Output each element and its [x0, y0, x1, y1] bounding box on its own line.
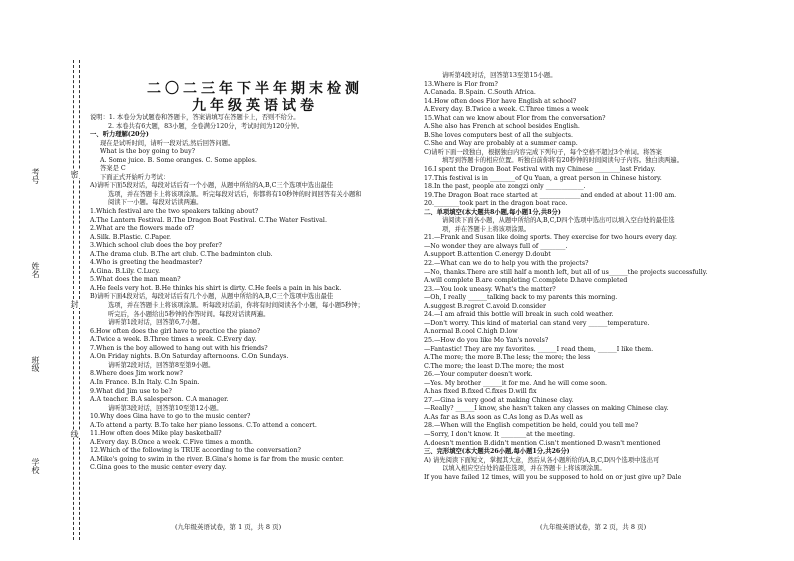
- text-line: —No wonder they are always full of ________.: [424, 242, 568, 250]
- text-line: —Yes. My brother ______it for me. And he will come soon.: [424, 379, 608, 387]
- text-line: 27.—Gina is very good at making Chinese clay.: [424, 396, 574, 404]
- text-line: A.Every day. B.Once a week. C.Five times a month.: [90, 438, 253, 446]
- text-line: A.Mike's going to swim in the river. B.Gina's home is far from the music center.: [90, 455, 344, 463]
- text-line: 二、单项填空(本大题共8小题,每小题1分,共8分): [424, 208, 561, 216]
- text-line: A.doesn't mention B.didn't mention C.isn't mentioned D.wasn't mentioned: [424, 439, 661, 447]
- label-kaohao: 考号: [31, 168, 40, 184]
- text-line: 14.How often does Flor have English at school?: [424, 97, 577, 105]
- text-line: 22.—What can we do to help you with the projects?: [424, 260, 589, 268]
- text-line: B)请听下面4段对话，每段对话后有几个小题，从题中所给的A,B,C三个选项中选出最佳: [90, 293, 334, 301]
- text-line: 请听第3段对话，回答第10至第12小题。: [108, 404, 223, 412]
- text-line: 6.How often does the girl have to practice the piano?: [90, 327, 261, 335]
- text-line: 听完后，各小题给出5秒钟的作答时间。每段对话读两遍。: [108, 310, 270, 318]
- text-line: 15.What can we know about Flor from the conversation?: [424, 114, 606, 122]
- exam-title: 二〇二三年下半年期末检测: [147, 81, 363, 97]
- text-line: A.support B.attention C.energy D.doubt: [424, 251, 551, 259]
- text-line: A. Some juice. B. Some oranges. C. Some apples.: [100, 156, 257, 164]
- text-line: A)请听下面5段对话，每段对话后有一个小题，从题中所给的A,B,C三个选项中选出最佳: [90, 182, 334, 190]
- text-line: 7.When is the boy allowed to hang out with his friends?: [90, 344, 268, 352]
- text-line: 请听第2段对话，回答第8至第9小题。: [108, 361, 215, 369]
- text-line: A.will complete B.are completing C.complete D.have completed: [424, 277, 628, 285]
- text-line: A.normal B.cool C.high D.low: [424, 328, 518, 336]
- text-line: 9.What did Jim use to be?: [90, 387, 172, 395]
- text-line: 28.—When will the English competition be held, could you tell me?: [424, 422, 639, 430]
- text-line: 26.—Your computer doesn't work.: [424, 371, 533, 379]
- text-line: —Don't worry. This kind of material can stand very ______temperature.: [424, 319, 650, 327]
- label-xuexiao: 学校: [31, 458, 40, 474]
- text-line: 项，并在答题卡上将该项涂黑。: [442, 225, 531, 233]
- text-line: 答案是 C: [100, 165, 126, 173]
- text-line: A.To attend a party. B.To take her piano lessons. C.To attend a concert.: [90, 421, 317, 429]
- binding-strip: [0, 0, 80, 561]
- text-line: 16.I spent the Dragon Boat Festival with my Chinese ________last Friday.: [424, 166, 656, 174]
- text-line: A) 请先阅读下面短文，掌握其大意，然后从各小题所给的A,B,C,D四个选项中选出可: [424, 456, 660, 464]
- footer-right: (九年级英语试卷，第 2 页，共 8 页): [540, 523, 647, 531]
- text-line: 填写到答题卡的相应位置。听独白前你将有20秒钟的时间阅读句子内容。独白读两遍。: [442, 157, 683, 165]
- text-line: B.She loves computers best of all the subjects.: [424, 131, 573, 139]
- text-line: 10.Why does Gina have to go to the music center?: [90, 413, 251, 421]
- text-line: A.has fixed B.fixed C.fixes D.will fix: [424, 388, 537, 396]
- text-line: 请听第4段对话，回答第13至第15小题。: [442, 72, 557, 79]
- text-line: 请阅读下面各小题，从题中所给的A,B,C,D四个选项中选出可以填入空白处的最佳选: [442, 217, 675, 225]
- text-line: 21.—Frank and Susan like doing sports. They exercise for two hours every day.: [424, 234, 678, 242]
- text-line: —Fantastic! They are my favorites. ______I read them, ______I like them.: [424, 345, 654, 353]
- footer-left: (九年级英语试卷，第 1 页，共 8 页): [175, 523, 282, 531]
- text-line: 17.This festival is in ________of Qu Yuan, a great person in Chinese history.: [424, 174, 662, 182]
- text-line: —Oh, I really ______talking back to my parents this morning.: [424, 294, 618, 302]
- text-line: 19.The Dragon Boat race started at _____________and ended at about 11:00 am.: [424, 191, 677, 199]
- mark-mi: 密: [70, 170, 79, 178]
- text-line: 三、完形填空(本大题共26小题,每小题1分,共26分): [424, 448, 570, 456]
- text-line: A.She also has French at school besides English.: [424, 123, 580, 131]
- text-line: 一、听力理解(20分): [90, 131, 149, 139]
- left-column: [90, 114, 410, 473]
- text-line: 选项，并在答题卡上将该项涂黑。听完每段对话后，你都将有10秒钟的时间回答有关小题和: [108, 190, 362, 198]
- exam-subtitle: 九年级英语试卷: [192, 98, 318, 114]
- text-line: 请听第1段对话，回答第6,7小题。: [108, 319, 204, 327]
- text-line: 选项，并在答题卡上将该项涂黑。听每段对话前，你将有时间阅读各个小题，每小题5秒钟；: [108, 302, 364, 310]
- text-line: A.The more; the more B.The less; the more; the less: [424, 354, 591, 362]
- text-line: If you have failed 12 times, will you be supposed to hold on or just give up? Dale: [424, 473, 682, 481]
- text-line: A.The drama club. B.The art club. C.The badminton club.: [90, 250, 273, 258]
- text-line: 2. 本卷共有6大题，83小题，全卷满分120分，考试时间为120分钟。: [108, 122, 304, 130]
- text-line: C.The more; the least D.The more; the most: [424, 362, 565, 370]
- text-line: 13.Where is Flor from?: [424, 80, 498, 88]
- text-line: A.On Friday nights. B.On Saturday afternoons. C.On Sundays.: [90, 353, 289, 361]
- text-line: C)请听下面一段独白，根据独白内容完成下列句子，每个空格不超过3个单词。将答案: [424, 148, 662, 156]
- text-line: A.Silk. B.Plastic. C.Paper.: [90, 233, 172, 241]
- text-line: —No, thanks.There are still half a month left, but all of us______the projects successfully.: [424, 268, 708, 276]
- label-banji: 班级: [31, 356, 40, 372]
- text-line: —Really? ______I know, she hasn't taken any classes on making Chinese clay.: [424, 405, 669, 413]
- text-line: 5.What does the man mean?: [90, 276, 181, 284]
- text-line: C.She and Way are probably at a summer camp.: [424, 140, 578, 148]
- right-column: [424, 72, 779, 482]
- text-line: 11.How often does Mike play basketball?: [90, 430, 222, 438]
- text-line: C.Gina goes to the music center every day.: [90, 464, 227, 472]
- label-xingming: 姓名: [31, 262, 40, 278]
- text-line: A.He feels very hot. B.He thinks his shirt is dirty. C.He feels a pain in his back.: [90, 284, 342, 292]
- text-line: 现在是试听时间，请听一段对话,然后回答问题。: [100, 139, 235, 147]
- text-line: 25.—How do you like Mo Yan's novels?: [424, 336, 549, 344]
- text-line: A.The Lantern Festival. B.The Dragon Boat Festival. C.The Water Festival.: [90, 216, 327, 224]
- text-line: 2.What are the flowers made of?: [90, 225, 194, 233]
- text-line: 下面正式开始听力考试：: [100, 173, 170, 181]
- text-line: 20.________took part in the dragon boat race.: [424, 200, 568, 208]
- text-line: 阅读下一小题。每段对话读两遍。: [108, 199, 203, 207]
- mark-feng: 封: [70, 300, 79, 308]
- text-line: A.A teacher. B.A salesperson. C.A manager.: [90, 396, 229, 404]
- text-line: 以填入相应空白处的最佳选项，并在答题卡上将该项涂黑。: [442, 465, 606, 473]
- text-line: 23.—You look uneasy. What's the matter?: [424, 285, 556, 293]
- text-line: 18.In the past, people ate zongzi only ____________.: [424, 183, 586, 191]
- text-line: 4.Who is greeting the headmaster?: [90, 259, 203, 267]
- text-line: 8.Where does Jim work now?: [90, 370, 183, 378]
- text-line: A.suggest B.regret C.avoid D.consider: [424, 302, 547, 310]
- text-line: A.Gina. B.Lily. C.Lucy.: [90, 267, 161, 275]
- text-line: A.Twice a week. B.Three times a week. C.Every day.: [90, 336, 257, 344]
- text-line: 1.Which festival are the two speakers talking about?: [90, 208, 259, 216]
- text-line: What is the boy going to buy?: [100, 148, 196, 156]
- text-line: 12.Which of the following is TRUE according to the conversation?: [90, 447, 301, 455]
- text-line: A.In France. B.In Italy. C.In Spain.: [90, 378, 200, 386]
- text-line: 说明：1. 本卷分为试题卷和答题卡，答案请填写在答题卡上，否则不给分。: [90, 114, 300, 121]
- text-line: —Sorry, I don't know. It ________at the meeting.: [424, 430, 575, 438]
- text-line: A.Canada. B.Spain. C.South Africa.: [424, 89, 536, 97]
- text-line: 3.Which school club does the boy prefer?: [90, 242, 222, 250]
- text-line: A.Every day. B.Twice a week. C.Three times a week: [424, 106, 589, 114]
- text-line: 24.—I am afraid this bottle will break in such cold weather.: [424, 311, 614, 319]
- mark-xian: 线: [70, 430, 79, 438]
- text-line: A.As far as B.As soon as C.As long as D.As well as: [424, 413, 583, 421]
